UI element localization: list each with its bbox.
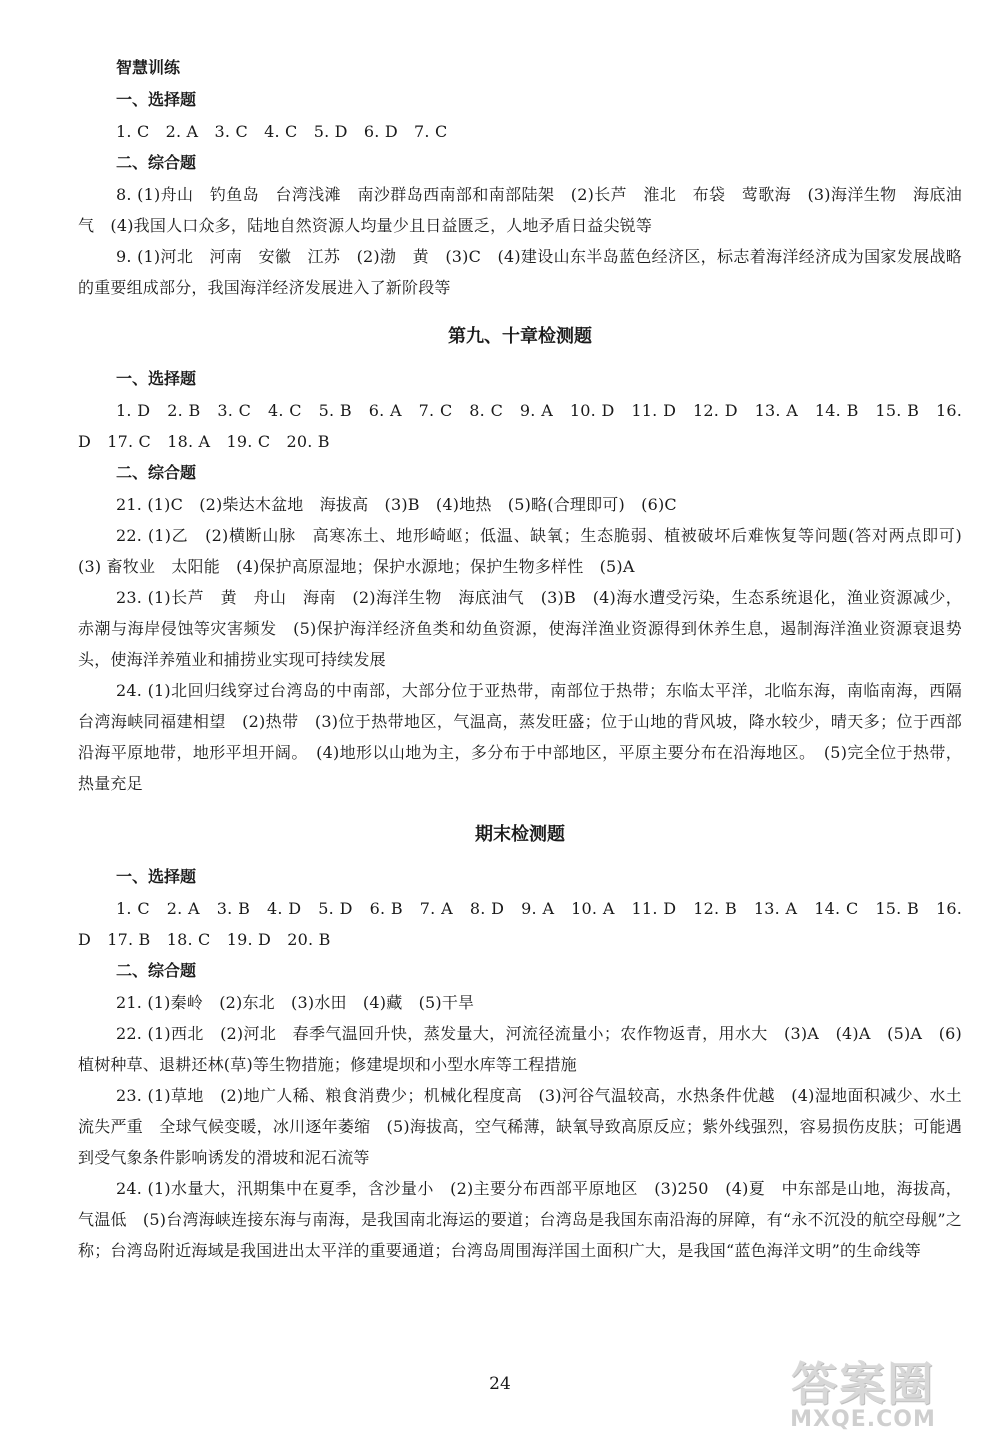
- watermark-glyphs: 答案圈: [791, 1357, 935, 1411]
- choice-answers: 1. D 2. B 3. C 4. C 5. B 6. A 7. C 8. C 9. A 10. D 11. D 12. D 13. A 14. B 15. B 16. D 17. C 18. A 19. C 20. B: [78, 401, 962, 451]
- label-choice-questions: 一、选择题: [116, 90, 197, 109]
- section-title-wisdom-training: 智慧训练: [116, 58, 181, 77]
- answer-q8: 8. (1)舟山 钓鱼岛 台湾浅滩 南沙群岛西南部和南部陆架 (2)长芦 淮北 布袋 莺歌海 (3)海洋生物 海底油气 (4)我国人口众多，陆地自然资源人均量少且日益匮乏，人地矛盾日益尖锐等: [78, 185, 962, 235]
- watermark-logo: [758, 1357, 968, 1434]
- answer-q22: 22. (1)西北 (2)河北 春季气温回升快，蒸发量大，河流径流量小；农作物返青，用水大 (3)A (4)A (5)A (6)植树种草、退耕还林(草)等生物措施；修建堤坝和小型水库等工程措施: [78, 1024, 962, 1074]
- answer-q24: 24. (1)北回归线穿过台湾岛的中南部，大部分位于亚热带，南部位于热带；东临太平洋，北临东海，南临南海，西隔台湾海峡同福建相望 (2)热带 (3)位于热带地区，气温高，蒸发旺盛；位于山地的背风坡，降水较少，晴天多；位于西部沿海平原地带，地形平坦开阔。 (4)地形以山地为主，多分布于中部地区，平原主要分布在沿海地区。 (5)完全位于热带，热量充足: [78, 681, 962, 793]
- answer-q22: 22. (1)乙 (2)横断山脉 高寒冻土、地形崎岖；低温、缺氧；生态脆弱、植被破坏后难恢复等问题(答对两点即可) (3) 畜牧业 太阳能 (4)保护高原湿地；保护水源地；保护生物多样性 (5)A: [78, 526, 979, 576]
- heading-final-exam: 期末检测题: [475, 824, 565, 845]
- page-number: 24: [489, 1374, 511, 1394]
- answer-q9: 9. (1)河北 河南 安徽 江苏 (2)渤 黄 (3)C (4)建设山东半岛蓝色经济区，标志着海洋经济成为国家发展战略的重要组成部分，我国海洋经济发展进入了新阶段等: [78, 247, 962, 297]
- answer-q23: 23. (1)长芦 黄 舟山 海南 (2)海洋生物 海底油气 (3)B (4)海水遭受污染，生态系统退化，渔业资源减少，赤潮与海岸侵蚀等灾害频发 (5)保护海洋经济鱼类和幼鱼资源，使海洋渔业资源得到休养生息，遏制海洋渔业资源衰退势头，使海洋养殖业和捕捞业实现可持续发展: [78, 588, 962, 669]
- label-comprehensive-questions: 二、综合题: [116, 153, 197, 172]
- choice-answers: 1. C 2. A 3. B 4. D 5. D 6. B 7. A 8. D 9. A 10. A 11. D 12. B 13. A 14. C 15. B 16. D 17. B 18. C 19. D 20. B: [78, 899, 962, 949]
- label-choice-questions: 一、选择题: [116, 369, 197, 388]
- answer-page: [78, 52, 979, 1266]
- label-comprehensive-questions: 二、综合题: [116, 961, 197, 980]
- label-choice-questions: 一、选择题: [116, 867, 197, 886]
- heading-chapter-9-10-test: 第九、十章检测题: [448, 326, 592, 347]
- answer-q23: 23. (1)草地 (2)地广人稀、粮食消费少；机械化程度高 (3)河谷气温较高，水热条件优越 (4)湿地面积减少、水土流失严重 全球气候变暖，冰川逐年萎缩 (5)海拔高，空气稀薄，缺氧导致高原反应；紫外线强烈，容易损伤皮肤；可能遇到受气象条件影响诱发的滑坡和泥石流等: [78, 1086, 962, 1167]
- label-comprehensive-questions: 二、综合题: [116, 463, 197, 482]
- watermark-url: MXQE.COM: [790, 1407, 936, 1432]
- answer-q24: 24. (1)水量大，汛期集中在夏季，含沙量小 (2)主要分布西部平原地区 (3)250 (4)夏 中东部是山地，海拔高，气温低 (5)台湾海峡连接东海与南海，是我国南北海运的要道；台湾岛是我国东南沿海的屏障，有“永不沉没的航空母舰”之称；台湾岛附近海域是我国进出太平洋的重要通道；台湾岛周围海洋国土面积广大，是我国“蓝色海洋文明”的生命线等: [78, 1179, 962, 1260]
- choice-answers: 1. C 2. A 3. C 4. C 5. D 6. D 7. C: [116, 122, 448, 141]
- answer-q21: 21. (1)秦岭 (2)东北 (3)水田 (4)藏 (5)干旱: [116, 993, 475, 1012]
- answer-q21: 21. (1)C (2)柴达木盆地 海拔高 (3)B (4)地热 (5)略(合理即可) (6)C: [116, 495, 677, 514]
